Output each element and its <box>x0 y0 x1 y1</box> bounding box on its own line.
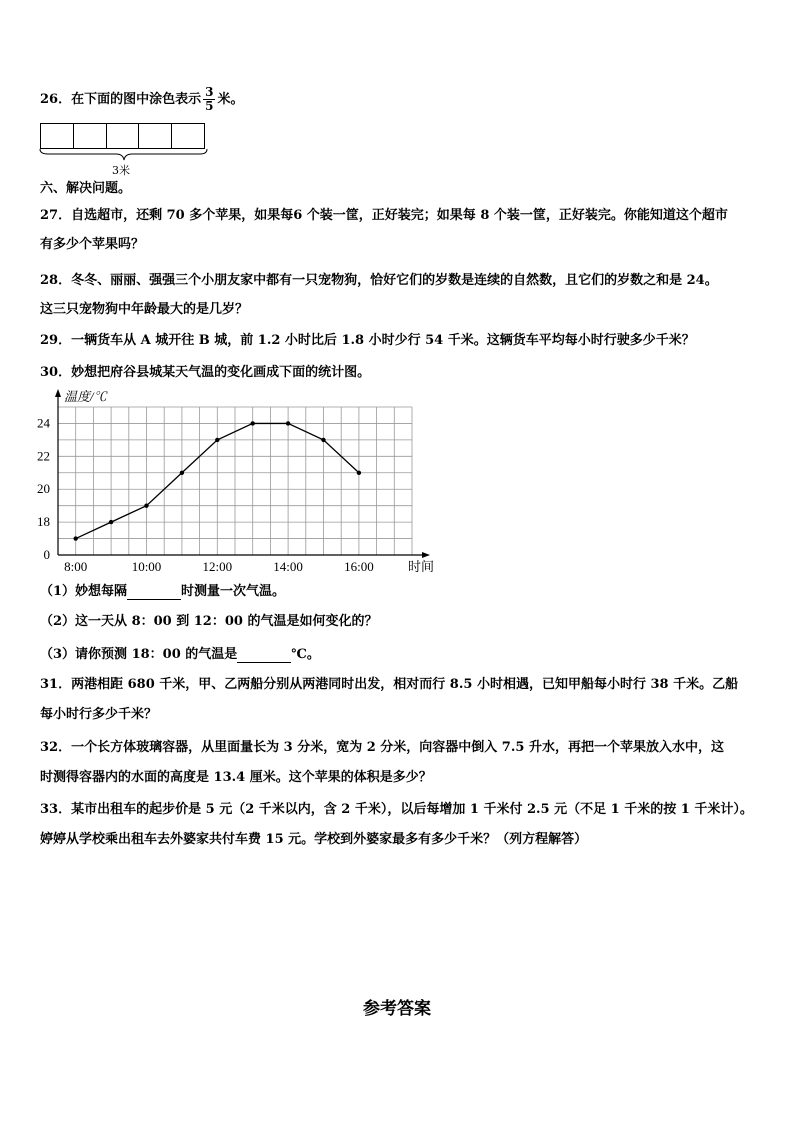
sub3-text-a: （3）请你预测 18：00 的气温是 <box>40 647 238 662</box>
question-30: 30．妙想把府谷县城某天气温的变化画成下面的统计图。 <box>40 365 371 380</box>
question-32-line2: 时测得容器内的水面的高度是 13.4 厘米。这个苹果的体积是多少？ <box>40 770 432 785</box>
q26-suffix: 米。 <box>217 92 244 107</box>
y-tick-label: 18 <box>37 514 50 530</box>
question-27-line2: 有多少个苹果吗？ <box>40 237 145 252</box>
y-tick-label: 0 <box>43 547 50 562</box>
sub3-text-b: ℃。 <box>291 647 320 662</box>
data-point <box>180 471 184 475</box>
question-33-line2: 婷婷从学校乘出租车去外婆家共付车费 15 元。学校到外婆家最多有多少千米？（列方程解答） <box>40 832 588 847</box>
strip-cell[interactable] <box>106 123 140 149</box>
y-axis-arrow <box>55 389 61 397</box>
brace <box>38 148 210 162</box>
section-title: 六、解决问题。 <box>40 181 132 196</box>
answer-blank[interactable] <box>237 646 291 663</box>
strip-cell[interactable] <box>73 123 107 149</box>
temperature-line-chart <box>30 385 450 580</box>
x-tick-label: 10:00 <box>131 559 162 574</box>
strip-cell[interactable] <box>138 123 172 149</box>
y-tick-label: 20 <box>37 481 50 497</box>
question-30-sub2: （2）这一天从 8：00 到 12：00 的气温是如何变化的？ <box>40 614 378 629</box>
strip-cell[interactable] <box>171 123 205 149</box>
fraction-numerator: 3 <box>205 85 214 99</box>
chart-grid <box>58 407 412 555</box>
question-27-line1: 27．自选超市，还剩 70 多个苹果，如果每6 个装一筐，正好装完；如果每 8 个装一筐，正好装完。你能知道这个超市 <box>40 208 728 223</box>
strip-cell[interactable] <box>40 123 74 149</box>
answer-blank[interactable] <box>127 583 181 600</box>
sub1-text-b: 时测量一次气温。 <box>181 584 286 599</box>
q26-prefix: 26．在下面的图中涂色表示 <box>40 92 202 107</box>
strip-diagram <box>40 123 205 149</box>
question-28-line1: 28．冬冬、丽丽、强强三个小朋友家中都有一只宠物狗，恰好它们的岁数是连续的自然数，且它们的岁数之和是 24。 <box>40 273 718 288</box>
answer-section-title: 参考答案 <box>363 999 431 1019</box>
question-30-sub1 <box>40 583 285 600</box>
sub1-text-a: （1）妙想每隔 <box>40 584 128 599</box>
x-tick-label: 16:00 <box>344 559 374 574</box>
fraction-denominator: 5 <box>205 99 214 113</box>
question-29: 29．一辆货车从 A 城开往 B 城，前 1.2 小时比后 1.8 小时少行 54 千米。这辆货车平均每小时行驶多少千米？ <box>40 333 695 348</box>
question-26 <box>40 86 243 113</box>
x-axis-arrow <box>422 552 430 558</box>
fraction <box>203 86 215 113</box>
x-tick-label: 12:00 <box>202 559 233 574</box>
data-point <box>74 536 78 540</box>
question-33-line1: 33．某市出租车的起步价是 5 元（2 千米以内，含 2 千米），以后每增加 1 千米付 2.5 元（不足 1 千米的按 1 千米计）。 <box>40 802 753 817</box>
brace-label: 3米 <box>112 164 130 177</box>
question-28-line2: 这三只宠物狗中年龄最大的是几岁？ <box>40 302 249 317</box>
data-point <box>215 438 219 442</box>
question-32-line1: 32．一个长方体玻璃容器，从里面量长为 3 分米，宽为 2 分米，向容器中倒入 7.5 升水，再把一个苹果放入水中，这 <box>40 740 724 755</box>
y-tick-label: 24 <box>37 415 50 431</box>
question-30-sub3 <box>40 646 320 663</box>
data-point <box>109 520 113 524</box>
data-point <box>357 471 361 475</box>
data-point <box>251 421 255 425</box>
x-tick-label: 8:00 <box>64 559 88 574</box>
data-point <box>286 421 290 425</box>
y-tick-label: 22 <box>37 448 50 464</box>
y-axis-label: 温度/℃ <box>64 389 107 404</box>
data-point <box>144 503 148 507</box>
data-point <box>321 438 325 442</box>
question-31-line2: 每小时行多少千米？ <box>40 707 158 722</box>
x-tick-label: 14:00 <box>273 559 303 574</box>
x-axis-label: 时间 <box>408 559 435 574</box>
question-31-line1: 31．两港相距 680 千米，甲、乙两船分别从两港同时出发，相对而行 8.5 小时相遇，已知甲船每小时行 38 千米。乙船 <box>40 677 739 692</box>
